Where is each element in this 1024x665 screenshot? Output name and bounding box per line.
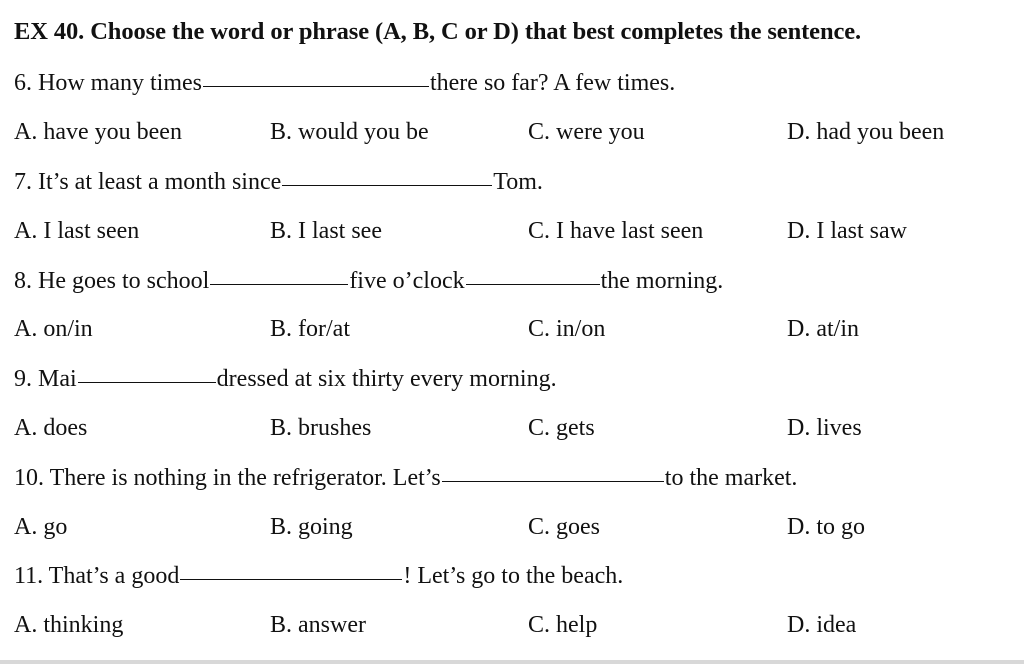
question-11-text-end: ! Let’s go to the beach. [403, 563, 624, 589]
question-7-text-end: Tom. [493, 169, 543, 195]
question-7 [14, 169, 543, 196]
question-11-option-b: B. answer [270, 612, 366, 638]
question-9 [14, 366, 557, 393]
question-7-blank [282, 184, 492, 186]
question-11-text-start: 11. That’s a good [14, 563, 180, 589]
question-7-option-b: B. I last see [270, 218, 382, 244]
question-8-option-d: D. at/in [787, 316, 859, 342]
bottom-divider [0, 660, 1024, 664]
question-10-blank [442, 480, 664, 482]
question-7-option-a: A. I last seen [14, 218, 140, 244]
question-8 [14, 268, 723, 295]
question-10-option-b: B. going [270, 514, 353, 540]
question-6-blank [203, 85, 429, 87]
question-8-blank-2 [466, 283, 600, 285]
question-11-blank [180, 578, 402, 580]
question-10-text-end: to the market. [664, 465, 798, 491]
question-10-option-d: D. to go [787, 514, 865, 540]
question-11-option-d: D. idea [787, 612, 857, 638]
question-6-option-b: B. would you be [270, 119, 429, 145]
question-10-option-a: A. go [14, 514, 68, 540]
question-8-text-middle: five o’clock [349, 268, 465, 294]
question-6-text-start: 6. How many times [14, 70, 202, 96]
question-9-option-b: B. brushes [270, 415, 372, 441]
question-9-blank [78, 381, 216, 383]
question-10-text-start: 10. There is nothing in the refrigerator. Let’s [14, 465, 441, 491]
question-9-option-d: D. lives [787, 415, 862, 441]
question-9-option-c: C. gets [528, 415, 595, 441]
question-7-option-c: C. I have last seen [528, 218, 704, 244]
question-9-text-end: dressed at six thirty every morning. [216, 366, 557, 392]
question-8-text-start: 8. He goes to school [14, 268, 210, 294]
question-8-option-c: C. in/on [528, 316, 606, 342]
question-8-option-a: A. on/in [14, 316, 93, 342]
question-10-option-c: C. goes [528, 514, 600, 540]
question-6-option-d: D. had you been [787, 119, 945, 145]
question-8-blank-1 [210, 283, 348, 285]
question-8-text-end: the morning. [600, 268, 724, 294]
question-6-option-c: C. were you [528, 119, 645, 145]
question-6-text-end: there so far? A few times. [429, 70, 676, 96]
question-6 [14, 70, 675, 97]
question-8-option-b: B. for/at [270, 316, 350, 342]
question-9-text-start: 9. Mai [14, 366, 77, 392]
question-6-option-a: A. have you been [14, 119, 182, 145]
question-9-option-a: A. does [14, 415, 88, 441]
question-11 [14, 563, 623, 590]
question-11-option-c: C. help [528, 612, 598, 638]
question-10 [14, 465, 797, 492]
question-7-option-d: D. I last saw [787, 218, 907, 244]
question-7-text-start: 7. It’s at least a month since [14, 169, 282, 195]
exercise-title: EX 40. Choose the word or phrase (A, B, C or D) that best completes the sentence. [14, 18, 862, 45]
question-11-option-a: A. thinking [14, 612, 124, 638]
